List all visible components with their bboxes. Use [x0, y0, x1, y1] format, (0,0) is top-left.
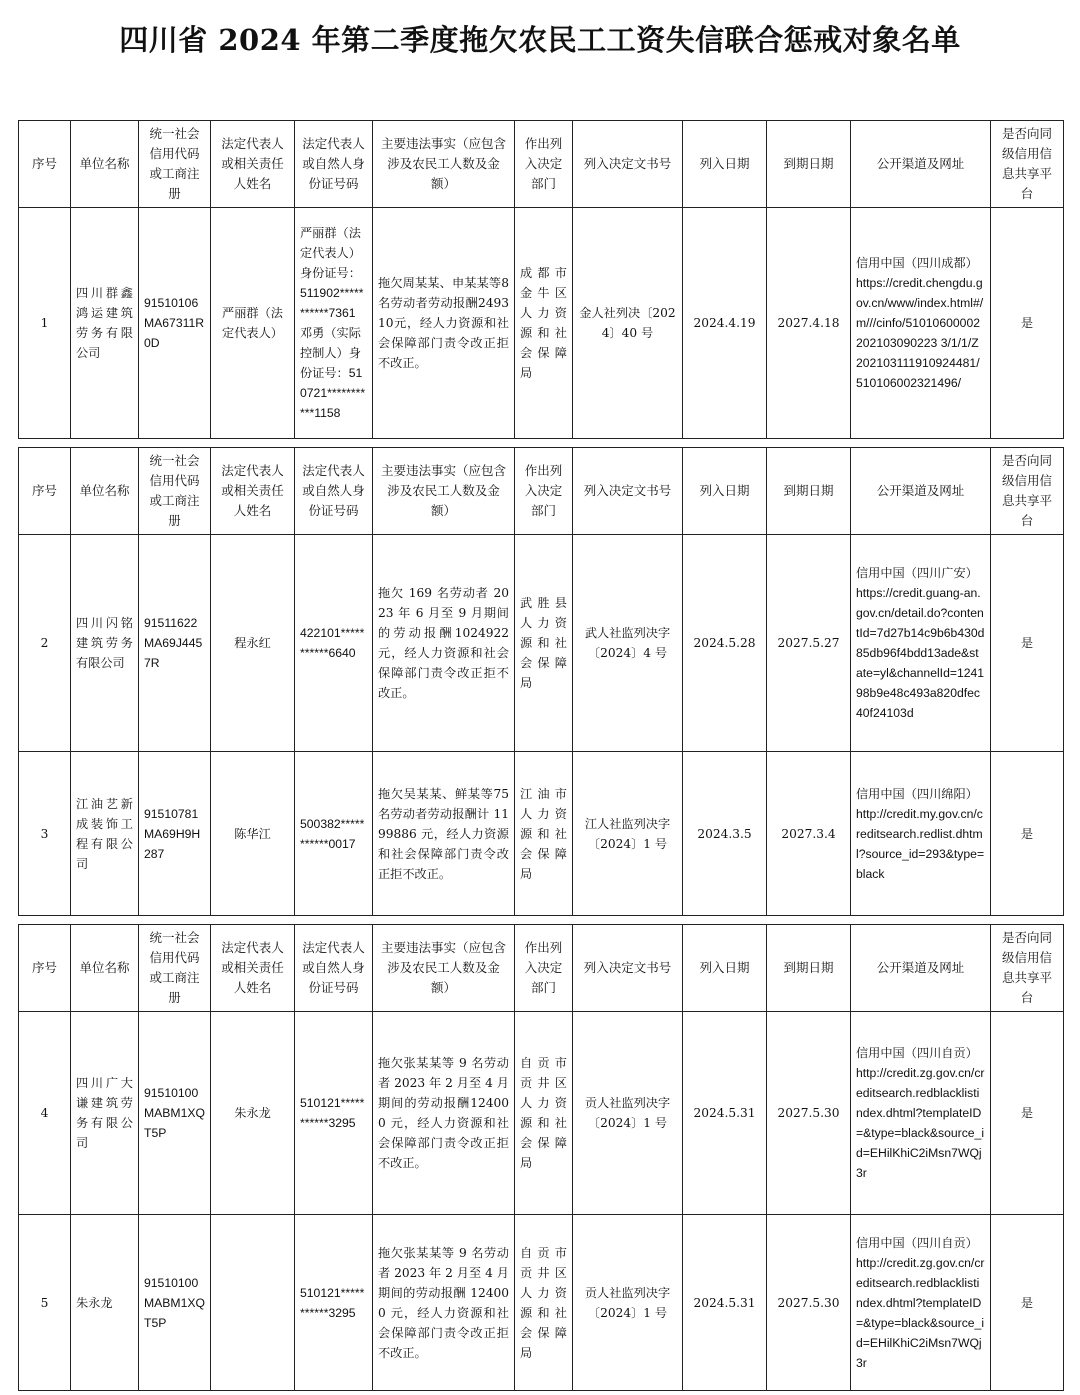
violation-fact: 拖欠张某某等 9 名劳动者 2023 年 2 月至 4 月期间的劳动报酬 124000 元，经人力资源和社会保障部门责令改正拒不改正。: [373, 1215, 515, 1391]
column-header: 是否向同级信用信息共享平台: [991, 925, 1064, 1012]
credit-code: 91511622MA69J4457R: [139, 535, 211, 752]
end-date: 2027.5.30: [767, 1012, 851, 1215]
share-flag: 是: [991, 1215, 1064, 1391]
credit-code: 91510100MABM1XQT5P: [139, 1215, 211, 1391]
violation-fact: 拖欠张某某等 9 名劳动者 2023 年 2 月至 4 月期间的劳动报酬124000 元，经人力资源和社会保障部门责令改正拒不改正。: [373, 1012, 515, 1215]
start-date: 2024.5.28: [683, 535, 767, 752]
channel-name: 信用中国（四川自贡）: [856, 1235, 978, 1250]
document-number: 贡人社监列决字〔2024〕1 号: [573, 1215, 683, 1391]
start-date: 2024.3.5: [683, 752, 767, 916]
row-number: 1: [19, 208, 71, 439]
credit-code: 91510100MABM1XQT5P: [139, 1012, 211, 1215]
document-number: 武人社监列决字〔2024〕4 号: [573, 535, 683, 752]
column-header: 列入日期: [683, 448, 767, 535]
row-number: 3: [19, 752, 71, 916]
department: 自贡市贡井区人力资源和社会保障局: [515, 1215, 573, 1391]
table-row: [19, 208, 1064, 439]
end-date: 2027.3.4: [767, 752, 851, 916]
column-header: 法定代表人或相关责任人姓名: [211, 448, 295, 535]
department: 武胜县人力资源和社会保障局: [515, 535, 573, 752]
id-number: 422101***********6640: [295, 535, 373, 752]
row-number: 4: [19, 1012, 71, 1215]
end-date: 2027.5.30: [767, 1215, 851, 1391]
table-2: [18, 447, 1064, 916]
share-flag: 是: [991, 752, 1064, 916]
public-channel: [851, 535, 991, 752]
column-header: 序号: [19, 121, 71, 208]
column-header: 是否向同级信用信息共享平台: [991, 121, 1064, 208]
id-number: 510121***********3295: [295, 1012, 373, 1215]
column-header: 到期日期: [767, 121, 851, 208]
channel-name: 信用中国（四川自贡）: [856, 1046, 978, 1060]
company-name: 四川群鑫鸿运建筑劳务有限公司: [71, 208, 139, 439]
share-flag: 是: [991, 1012, 1064, 1215]
column-header: 主要违法事实（应包含涉及农民工人数及金额）: [373, 448, 515, 535]
public-channel: [851, 1012, 991, 1215]
start-date: 2024.4.19: [683, 208, 767, 439]
column-header: 统一社会信用代码或工商注册: [139, 121, 211, 208]
legal-person: 陈华江: [211, 752, 295, 916]
channel-url: http://credit.zg.gov.cn/creditsearch.redblacklistindex.dhtml?templateID=&type=black&source_id=EHilKhiC2iMsn7WQj3r: [856, 1066, 985, 1180]
column-header: 法定代表人或自然人身份证号码: [295, 448, 373, 535]
end-date: 2027.5.27: [767, 535, 851, 752]
column-header: 作出列入决定部门: [515, 925, 573, 1012]
company-name: 江油艺新成装饰工程有限公司: [71, 752, 139, 916]
channel-url: https://credit.guang-an.gov.cn/detail.do?contentId=7d27b14c9b6b430d85db96f4bdd13ade&state=yl&channelId=124198b9e48c493a820dfec40f24103d: [856, 586, 985, 720]
department: 成都市金牛区人力资源和社会保障局: [515, 208, 573, 439]
legal-person: 严丽群（法定代表人）: [211, 208, 295, 439]
column-header: 是否向同级信用信息共享平台: [991, 448, 1064, 535]
credit-code: 91510106MA67311R0D: [139, 208, 211, 439]
company-name: 四川闪铭建筑劳务有限公司: [71, 535, 139, 752]
column-header: 法定代表人或自然人身份证号码: [295, 121, 373, 208]
id-number: 510121***********3295: [295, 1215, 373, 1391]
violation-fact: 拖欠周某某、申某某等8名劳动者劳动报酬249310元，经人力资源和社会保障部门责令改正拒不改正。: [373, 208, 515, 439]
department: 自贡市贡井区人力资源和社会保障局: [515, 1012, 573, 1215]
credit-code: 91510781MA69H9H287: [139, 752, 211, 916]
column-header: 作出列入决定部门: [515, 448, 573, 535]
share-flag: 是: [991, 535, 1064, 752]
document-number: 贡人社监列决字〔2024〕1 号: [573, 1012, 683, 1215]
column-header: 单位名称: [71, 121, 139, 208]
violation-fact: 拖欠 169 名劳动者 2023 年 6 月至 9 月期间的劳动报酬1024922元，经人力资源和社会保障部门责令改正拒不改正。: [373, 535, 515, 752]
start-date: 2024.5.31: [683, 1012, 767, 1215]
column-header: 法定代表人或自然人身份证号码: [295, 925, 373, 1012]
id-number: 严丽群（法定代表人）身份证号：511902***********7361 邓勇（实际控制人）身份证号：510721***********1158: [295, 208, 373, 439]
row-number: 5: [19, 1215, 71, 1391]
legal-person: [211, 1215, 295, 1391]
column-header: 列入决定文书号: [573, 925, 683, 1012]
column-header: 统一社会信用代码或工商注册: [139, 448, 211, 535]
column-header: 法定代表人或相关责任人姓名: [211, 925, 295, 1012]
table-row: [19, 752, 1064, 916]
violation-fact: 拖欠吴某某、鲜某等75名劳动者劳动报酬计 1199886 元，经人力资源和社会保障部门责令改正拒不改正。: [373, 752, 515, 916]
table-header-row: [19, 448, 1064, 535]
column-header: 列入决定文书号: [573, 448, 683, 535]
legal-person: 朱永龙: [211, 1012, 295, 1215]
column-header: 主要违法事实（应包含涉及农民工人数及金额）: [373, 121, 515, 208]
table-1: [18, 120, 1064, 439]
column-header: 序号: [19, 925, 71, 1012]
table-header-row: [19, 121, 1064, 208]
channel-name: 信用中国（四川广安）: [856, 566, 978, 580]
column-header: 序号: [19, 448, 71, 535]
channel-name: 信用中国（四川绵阳）: [856, 786, 978, 801]
column-header: 公开渠道及网址: [851, 121, 991, 208]
table-row: [19, 535, 1064, 752]
legal-person: 程永红: [211, 535, 295, 752]
column-header: 列入决定文书号: [573, 121, 683, 208]
share-flag: 是: [991, 208, 1064, 439]
id-number: 500382***********0017: [295, 752, 373, 916]
public-channel: [851, 1215, 991, 1391]
column-header: 列入日期: [683, 925, 767, 1012]
document-number: 金人社列决〔2024〕40 号: [573, 208, 683, 439]
column-header: 法定代表人或相关责任人姓名: [211, 121, 295, 208]
public-channel: [851, 208, 991, 439]
table-3: [18, 924, 1064, 1391]
column-header: 到期日期: [767, 448, 851, 535]
column-header: 统一社会信用代码或工商注册: [139, 925, 211, 1012]
company-name: 朱永龙: [71, 1215, 139, 1391]
channel-url: http://credit.zg.gov.cn/creditsearch.redblacklistindex.dhtml?templateID=&type=black&source_id=EHilKhiC2iMsn7WQj3r: [856, 1255, 985, 1370]
start-date: 2024.5.31: [683, 1215, 767, 1391]
department: 江油市人力资源和社会保障局: [515, 752, 573, 916]
column-header: 列入日期: [683, 121, 767, 208]
table-row: [19, 1215, 1064, 1391]
column-header: 主要违法事实（应包含涉及农民工人数及金额）: [373, 925, 515, 1012]
column-header: 单位名称: [71, 925, 139, 1012]
row-number: 2: [19, 535, 71, 752]
document-number: 江人社监列决字〔2024〕1 号: [573, 752, 683, 916]
company-name: 四川广大谦建筑劳务有限公司: [71, 1012, 139, 1215]
column-header: 公开渠道及网址: [851, 448, 991, 535]
column-header: 公开渠道及网址: [851, 925, 991, 1012]
end-date: 2027.4.18: [767, 208, 851, 439]
channel-name: 信用中国（四川成都）: [856, 256, 978, 270]
public-channel: [851, 752, 991, 916]
column-header: 作出列入决定部门: [515, 121, 573, 208]
page-title: 四川省 2024 年第二季度拖欠农民工工资失信联合惩戒对象名单: [119, 23, 961, 57]
channel-url: https://credit.chengdu.gov.cn/www/index.html#/m///cinfo/51010600002202103090223 3/1/1/Z202103111910924481/510106002321496/: [856, 276, 984, 390]
table-header-row: [19, 925, 1064, 1012]
channel-url: http://credit.my.gov.cn/creditsearch.redlist.dhtml?source_id=293&type=black: [856, 806, 985, 881]
table-row: [19, 1012, 1064, 1215]
column-header: 单位名称: [71, 448, 139, 535]
column-header: 到期日期: [767, 925, 851, 1012]
